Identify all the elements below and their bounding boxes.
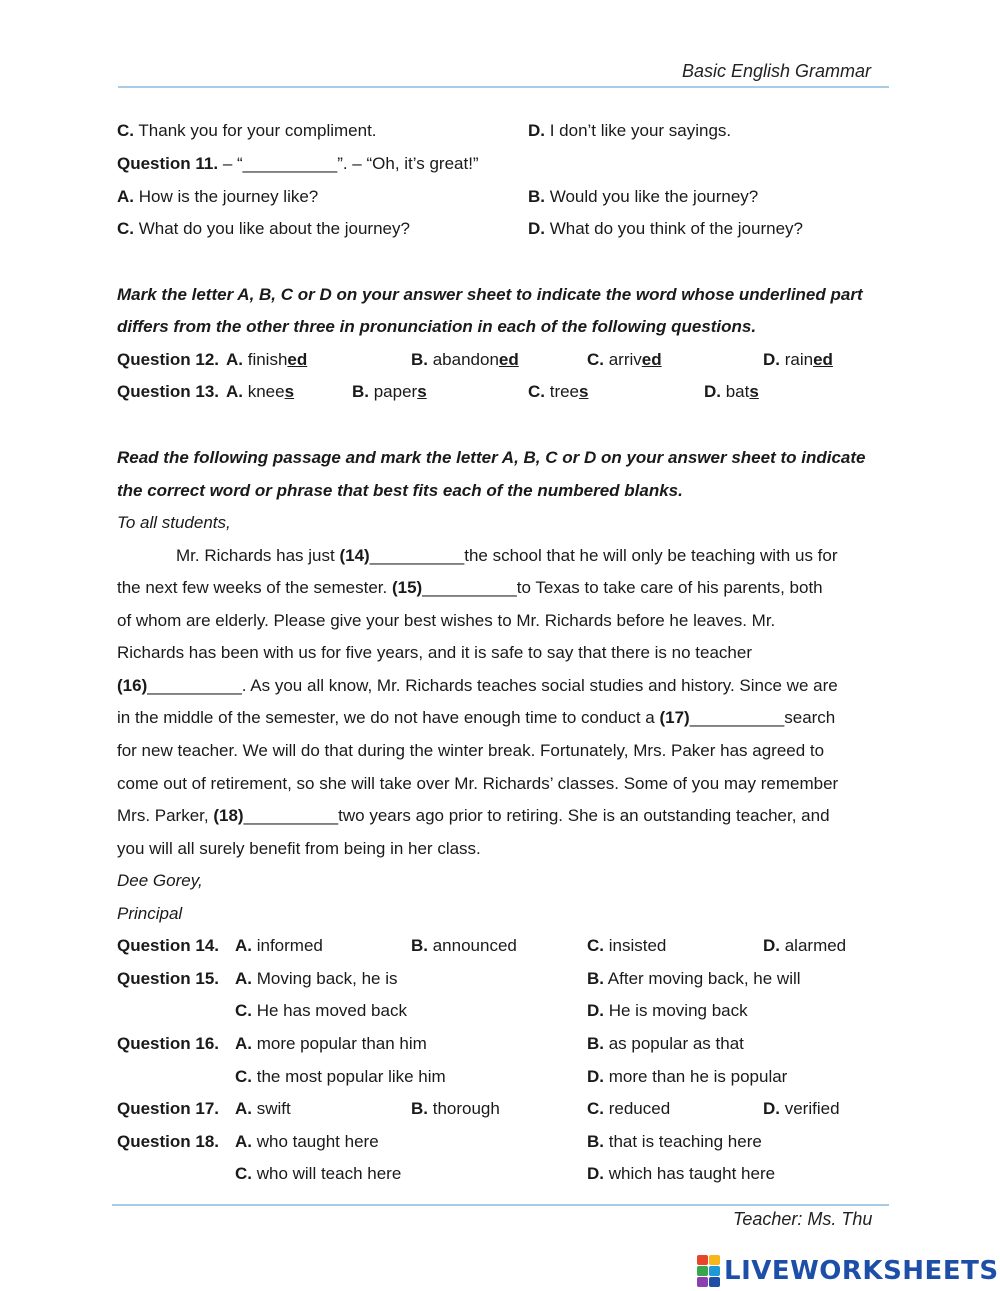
q14-option-a: A. informed: [235, 936, 323, 955]
q15-option-a: A. Moving back, he is: [235, 969, 398, 988]
q18-option-b: B. that is teaching here: [587, 1132, 762, 1151]
passage-line-9: Mrs. Parker, (18)__________two years ago prior to retiring. She is an outstanding teacher, and: [117, 806, 830, 825]
q12-option-a: A. finished: [226, 350, 308, 369]
logo-tiles-icon: [697, 1255, 720, 1287]
pronunciation-instruction-line2: differs from the other three in pronunciation in each of the following questions.: [117, 317, 757, 336]
passage-instruction-line1: Read the following passage and mark the letter A, B, C or D on your answer sheet to indicate: [117, 448, 866, 467]
q13-option-a: A. knees: [226, 382, 295, 401]
q12-option-b: B. abandoned: [411, 350, 519, 369]
passage-greeting: To all students,: [117, 513, 231, 532]
q14-option-d: D. alarmed: [763, 936, 847, 955]
pronunciation-instruction-line1: Mark the letter A, B, C or D on your answer sheet to indicate the word whose underlined part: [117, 285, 863, 304]
footer-rule: [112, 1204, 889, 1206]
q12-option-d: D. rained: [763, 350, 833, 369]
q11-prompt: Question 11. – “__________”. – “Oh, it’s great!”: [117, 154, 479, 173]
q10-option-d: D. I don’t like your sayings.: [528, 121, 732, 140]
q11-option-b: B. Would you like the journey?: [528, 187, 759, 206]
passage-line-4: Richards has been with us for five years, and it is safe to say that there is no teacher: [117, 643, 752, 662]
q17-option-d: D. verified: [763, 1099, 840, 1118]
q14-option-c: C. insisted: [587, 936, 667, 955]
q12-option-c: C. arrived: [587, 350, 662, 369]
q13-option-c: C. trees: [528, 382, 589, 401]
logo-tile: [697, 1266, 708, 1276]
q13-option-b: B. papers: [352, 382, 427, 401]
q13-option-d: D. bats: [704, 382, 759, 401]
page-header-title: Basic English Grammar: [682, 61, 872, 81]
q11-option-c: C. What do you like about the journey?: [117, 219, 410, 238]
q17-option-c: C. reduced: [587, 1099, 671, 1118]
q18-option-d: D. which has taught here: [587, 1164, 776, 1183]
passage-line-5: (16)__________. As you all know, Mr. Richards teaches social studies and history. Since we are: [117, 676, 838, 695]
footer-teacher: Teacher: Ms. Thu: [733, 1209, 873, 1229]
q17-label: Question 17.: [117, 1099, 220, 1118]
q12-label: Question 12.: [117, 350, 220, 369]
q15-label: Question 15.: [117, 969, 220, 988]
passage-signer: Dee Gorey,: [117, 871, 203, 890]
q16-label: Question 16.: [117, 1034, 220, 1053]
logo-wordmark: LIVEWORKSHEETS: [724, 1256, 999, 1286]
q16-option-b: B. as popular as that: [587, 1034, 744, 1053]
passage-line-2: the next few weeks of the semester. (15)__________to Texas to take care of his parents, both: [117, 578, 823, 597]
passage-line-7: for new teacher. We will do that during the winter break. Fortunately, Mrs. Paker has agreed to: [117, 741, 825, 760]
passage-line-6: in the middle of the semester, we do not have enough time to conduct a (17)__________search: [117, 708, 836, 727]
logo-tile: [709, 1277, 720, 1287]
logo-tile: [697, 1277, 708, 1287]
passage-signer-role: Principal: [117, 904, 183, 923]
q15-option-b: B. After moving back, he will: [587, 969, 801, 988]
passage-line-1: Mr. Richards has just (14)__________the school that he will only be teaching with us for: [176, 546, 838, 565]
q15-option-d: D. He is moving back: [587, 1001, 748, 1020]
q16-option-d: D. more than he is popular: [587, 1067, 788, 1086]
q14-label: Question 14.: [117, 936, 220, 955]
q13-label: Question 13.: [117, 382, 220, 401]
liveworksheets-logo: [697, 1255, 999, 1287]
passage-instruction-line2: the correct word or phrase that best fits each of the numbered blanks.: [117, 481, 683, 500]
q16-option-a: A. more popular than him: [235, 1034, 427, 1053]
q17-option-b: B. thorough: [411, 1099, 500, 1118]
q18-option-a: A. who taught here: [235, 1132, 379, 1151]
q15-option-c: C. He has moved back: [235, 1001, 407, 1020]
q11-option-d: D. What do you think of the journey?: [528, 219, 803, 238]
passage-line-3: of whom are elderly. Please give your best wishes to Mr. Richards before he leaves. Mr.: [117, 611, 776, 630]
q18-option-c: C. who will teach here: [235, 1164, 402, 1183]
q11-option-a: A. How is the journey like?: [117, 187, 319, 206]
q17-option-a: A. swift: [235, 1099, 291, 1118]
logo-tile: [709, 1255, 720, 1265]
q16-option-c: C. the most popular like him: [235, 1067, 446, 1086]
logo-tile: [709, 1266, 720, 1276]
header-rule: [118, 86, 889, 88]
passage-line-8: come out of retirement, so she will take over Mr. Richards’ classes. Some of you may remember: [117, 774, 839, 793]
q14-option-b: B. announced: [411, 936, 517, 955]
q18-label: Question 18.: [117, 1132, 220, 1151]
passage-line-10: you will all surely benefit from being in her class.: [117, 839, 481, 858]
q10-option-c: C. Thank you for your compliment.: [117, 121, 377, 140]
logo-tile: [697, 1255, 708, 1265]
